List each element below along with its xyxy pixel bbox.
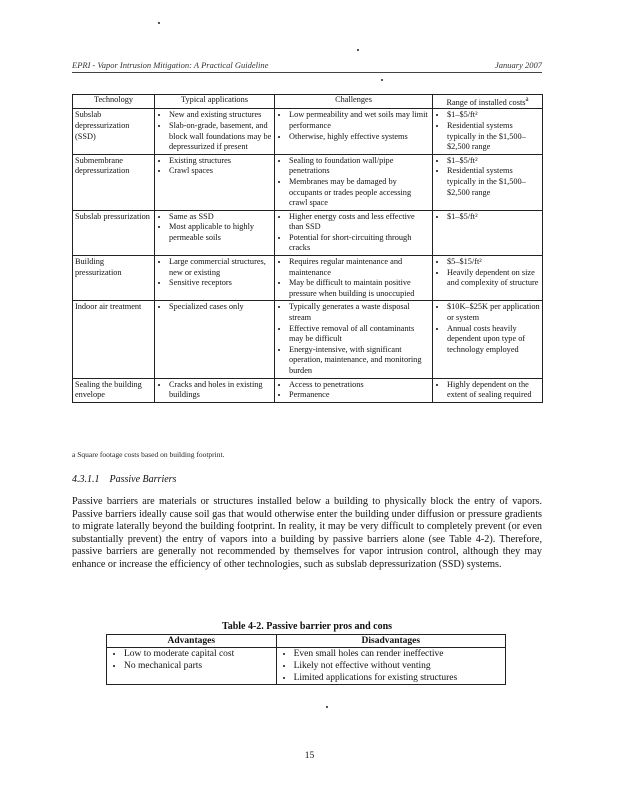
col-header-costs xyxy=(433,95,543,109)
list-item: • Most applicable to highly permeable soils xyxy=(169,222,272,243)
challenges-cell xyxy=(275,301,433,378)
costs-list xyxy=(435,212,540,223)
applications-list xyxy=(157,110,272,152)
disadvantages-list xyxy=(280,648,502,684)
challenges-cell xyxy=(275,154,433,210)
costs-list xyxy=(435,380,540,401)
body-paragraph: Passive barriers are materials or structures installed below a building to physically block the entry of vapors. Passive barriers ideally cause soil gas that would otherwise enter the building under diffusion or pressure gradients to migrate laterally beyond the building footprint. In reality, it may be very difficult to completely prevent (or even substantially prevent) the entry of vapors into a building by passive barriers alone (see Table 4-2). Therefore, passive barriers are generally not recommended by themselves for vapor intrusion control, although they may enhance or increase the efficiency of other technologies, such as subslab depressurization (SSD) systems. xyxy=(72,496,542,570)
applications-cell xyxy=(155,301,275,378)
col-header-disadvantages: Disadvantages xyxy=(276,635,505,648)
list-item: • Residential systems typically in the $1,500–$2,500 range xyxy=(447,166,540,198)
challenges-list xyxy=(277,302,430,376)
applications-list xyxy=(157,212,272,244)
technology-cell: Building pressurization xyxy=(73,256,155,301)
header-title: EPRI - Vapor Intrusion Mitigation: A Practical Guideline xyxy=(72,60,269,70)
applications-list xyxy=(157,257,272,289)
section-heading xyxy=(72,474,176,485)
challenges-cell xyxy=(275,210,433,255)
col-header-costs-sup: a xyxy=(525,96,529,103)
table-row xyxy=(73,109,543,154)
challenges-cell xyxy=(275,256,433,301)
costs-cell xyxy=(433,210,543,255)
disadvantages-cell xyxy=(276,648,505,685)
list-item: • Likely not effective without venting xyxy=(294,660,502,672)
applications-list xyxy=(157,302,272,313)
costs-cell xyxy=(433,378,543,402)
advantages-cell xyxy=(107,648,277,685)
costs-list xyxy=(435,110,540,152)
applications-cell xyxy=(155,109,275,154)
running-header xyxy=(72,60,542,73)
list-item: • Existing structures xyxy=(169,156,272,167)
challenges-cell xyxy=(275,378,433,402)
list-item: • $1–$5/ft² xyxy=(447,110,540,121)
list-item: • Low to moderate capital cost xyxy=(124,648,273,660)
technology-cell: Sealing the building envelope xyxy=(73,378,155,402)
mitigation-technology-table xyxy=(72,94,543,403)
list-item: • $1–$5/ft² xyxy=(447,156,540,167)
applications-cell xyxy=(155,378,275,402)
technology-cell: Subslab pressurization xyxy=(73,210,155,255)
col-header-applications: Typical applications xyxy=(155,95,275,109)
technology-cell: Indoor air treatment xyxy=(73,301,155,378)
list-item: • Requires regular maintenance and maintenance xyxy=(289,257,430,278)
pros-cons-table xyxy=(106,634,506,685)
list-item: • May be difficult to maintain positive pressure when building is unoccupied xyxy=(289,278,430,299)
list-item: • $1–$5/ft² xyxy=(447,212,540,223)
header-date: January 2007 xyxy=(495,60,542,70)
applications-cell xyxy=(155,210,275,255)
col-header-advantages: Advantages xyxy=(107,635,277,648)
costs-cell xyxy=(433,154,543,210)
table-row xyxy=(73,301,543,378)
list-item: • Energy-intensive, with significant operation, maintenance, and monitoring burden xyxy=(289,345,430,377)
list-item: • No mechanical parts xyxy=(124,660,273,672)
list-item: • Sensitive receptors xyxy=(169,278,272,289)
list-item: • Permanence xyxy=(289,390,430,401)
challenges-list xyxy=(277,380,430,401)
list-item: • Residential systems typically in the $1,500–$2,500 range xyxy=(447,121,540,153)
costs-cell xyxy=(433,256,543,301)
list-item: • Same as SSD xyxy=(169,212,272,223)
scan-speck xyxy=(381,79,383,81)
scan-speck xyxy=(326,706,328,708)
list-item: • Specialized cases only xyxy=(169,302,272,313)
challenges-list xyxy=(277,257,430,299)
col-header-challenges: Challenges xyxy=(275,95,433,109)
list-item: • Sealing to foundation wall/pipe penetrations xyxy=(289,156,430,177)
list-item: • Annual costs heavily dependent upon type of technology employed xyxy=(447,324,540,356)
pros-cons-row xyxy=(107,648,506,685)
list-item: • Even small holes can render ineffective xyxy=(294,648,502,660)
table-row xyxy=(73,256,543,301)
list-item: • Higher energy costs and less effective than SSD xyxy=(289,212,430,233)
table-row xyxy=(73,378,543,402)
section-number: 4.3.1.1 xyxy=(72,474,100,485)
challenges-list xyxy=(277,156,430,209)
list-item: • Membranes may be damaged by occupants or trades people accessing crawl space xyxy=(289,177,430,209)
scan-speck xyxy=(158,22,160,24)
table-header-row xyxy=(73,95,543,109)
applications-cell xyxy=(155,256,275,301)
list-item: • Potential for short-circuiting through cracks xyxy=(289,233,430,254)
section-title: Passive Barriers xyxy=(109,474,177,485)
list-item: • Slab-on-grade, basement, and block wall foundations may be depressurized if present xyxy=(169,121,272,153)
list-item: • Otherwise, highly effective systems xyxy=(289,132,430,143)
applications-cell xyxy=(155,154,275,210)
challenges-list xyxy=(277,212,430,254)
col-header-costs-text: Range of installed costs xyxy=(446,97,526,107)
challenges-list xyxy=(277,110,430,142)
list-item: • Highly dependent on the extent of sealing required xyxy=(447,380,540,401)
applications-list xyxy=(157,380,272,401)
applications-list xyxy=(157,156,272,177)
list-item: • Cracks and holes in existing buildings xyxy=(169,380,272,401)
list-item: • $5–$15/ft² xyxy=(447,257,540,268)
costs-list xyxy=(435,156,540,198)
scan-speck xyxy=(357,49,359,51)
page-number: 15 xyxy=(304,751,315,761)
table-footnote: a Square footage costs based on building footprint. xyxy=(72,450,225,459)
costs-list xyxy=(435,257,540,289)
list-item: • Large commercial structures, new or existing xyxy=(169,257,272,278)
list-item: • New and existing structures xyxy=(169,110,272,121)
list-item: • Limited applications for existing structures xyxy=(294,672,502,684)
list-item: • Effective removal of all contaminants may be difficult xyxy=(289,324,430,345)
table-caption: Table 4-2. Passive barrier pros and cons xyxy=(221,621,393,632)
pros-cons-header-row xyxy=(107,635,506,648)
costs-cell xyxy=(433,109,543,154)
costs-cell xyxy=(433,301,543,378)
list-item: • Heavily dependent on size and complexity of structure xyxy=(447,268,540,289)
list-item: • Low permeability and wet soils may limit performance xyxy=(289,110,430,131)
costs-list xyxy=(435,302,540,355)
technology-cell: Subslab depressurization (SSD) xyxy=(73,109,155,154)
table-row xyxy=(73,210,543,255)
list-item: • Typically generates a waste disposal stream xyxy=(289,302,430,323)
col-header-technology: Technology xyxy=(73,95,155,109)
challenges-cell xyxy=(275,109,433,154)
technology-cell: Submembrane depressurization xyxy=(73,154,155,210)
list-item: • Access to penetrations xyxy=(289,380,430,391)
advantages-list xyxy=(110,648,273,672)
table-row xyxy=(73,154,543,210)
list-item: • Crawl spaces xyxy=(169,166,272,177)
list-item: • $10K–$25K per application or system xyxy=(447,302,540,323)
